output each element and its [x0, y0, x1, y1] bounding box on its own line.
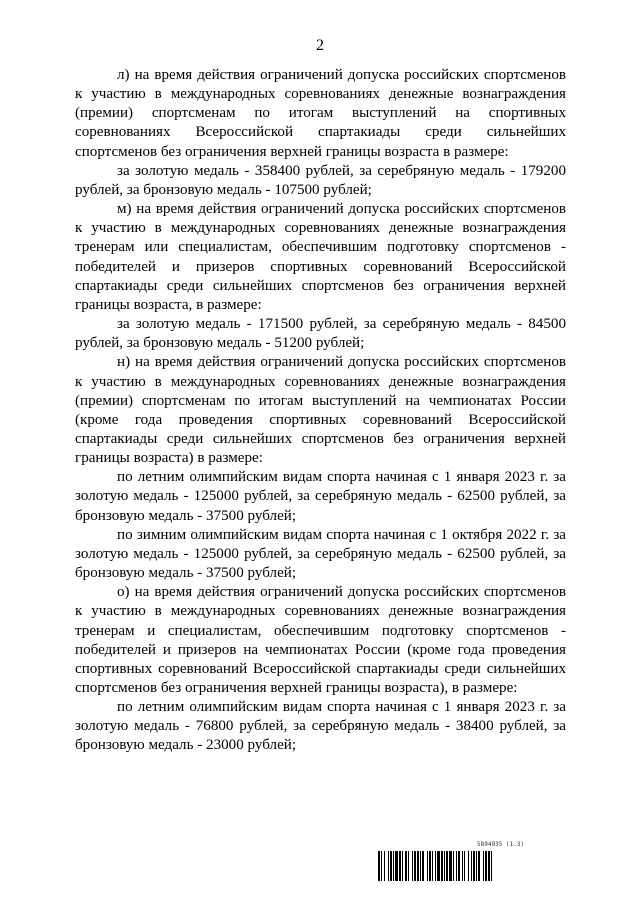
barcode-bar: [478, 851, 480, 881]
barcode-bar: [395, 851, 398, 881]
paragraph-m-amounts: за золотую медаль - 171500 рублей, за серебряную медаль - 84500 рублей, за бронзовую медаль - 51200 рублей;: [75, 316, 566, 352]
barcode-bar: [402, 851, 403, 881]
paragraph-m-coaches-spartakiad: м) на время действия ограничений допуска российских спортсменов к участию в международных соревнованиях денежные вознаграждения тренерам или специалистам, обеспечившим подготовку спортсменов - победителей и призеров спортивных соревнований Всероссийской спартакиады среди сильнейших спортсменов без ограничения верхней границы возраста, в размере:: [75, 201, 566, 313]
barcode-bar: [399, 851, 401, 881]
barcode-bar: [441, 851, 443, 881]
barcode-bar: [468, 851, 469, 881]
barcode-bar: [437, 851, 440, 881]
barcode-bar: [417, 851, 419, 881]
barcode-bar: [422, 851, 424, 881]
barcode-bar: [388, 851, 389, 881]
paragraph-n-summer-amounts: по летним олимпийским видам спорта начиная с 1 января 2023 г. за золотую медаль - 125000 рублей, за серебряную медаль - 62500 рублей, за бронзовую медаль - 37500 рублей;: [75, 469, 566, 524]
paragraph-n-athletes-championships: н) на время действия ограничений допуска российских спортсменов к участию в международных соревнованиях денежные вознаграждения (премии) спортсменам по итогам выступлений на чемпионатах России (кроме года проведения спортивных соревнований Всероссийской спартакиады среди сильнейших спортсменов без ограничения верхней границы возраста) в размере:: [75, 354, 566, 467]
barcode-bar: [393, 851, 394, 881]
barcode-bar: [473, 851, 475, 881]
barcode-bar: [491, 851, 492, 881]
barcode-bar: [446, 851, 448, 881]
document-body: [75, 66, 566, 756]
barcode-caption: 5894935 (1.3): [477, 841, 524, 848]
barcode-icon: [378, 851, 568, 881]
barcode-bar: [456, 851, 457, 881]
barcode-bar: [427, 851, 428, 881]
barcode-bar: [390, 851, 392, 881]
paragraph-l-amounts: за золотую медаль - 358400 рублей, за серебряную медаль - 179200 рублей, за бронзовую медаль - 107500 рублей;: [75, 162, 566, 198]
barcode-bar: [412, 851, 413, 881]
barcode-bar: [381, 851, 382, 881]
paragraph-o-summer-amounts: по летним олимпийским видам спорта начиная с 1 января 2023 г. за золотую медаль - 76800 рублей, за серебряную медаль - 38400 рублей, за бронзовую медаль - 23000 рублей;: [75, 699, 566, 754]
barcode-bar: [449, 851, 452, 881]
barcode-bar: [488, 851, 490, 881]
barcode-bar: [471, 851, 472, 881]
barcode-bar: [458, 851, 460, 881]
barcode-bar: [378, 851, 380, 881]
barcode-bar: [432, 851, 433, 881]
barcode-bar: [464, 851, 465, 881]
paragraph-n-winter-amounts: по зимним олимпийским видам спорта начиная с 1 октября 2022 г. за золотую медаль - 125000 рублей, за серебряную медаль - 62500 рублей, за бронзовую медаль - 37500 рублей;: [75, 526, 566, 582]
barcode-bar: [384, 851, 385, 881]
barcode-bar: [414, 851, 416, 881]
barcode-bar: [453, 851, 454, 881]
paragraph-o-coaches-championships: о) на время действия ограничений допуска российских спортсменов к участию в международных соревнованиях денежные вознаграждения тренерам и специалистам, обеспечившим подготовку спортсменов - победителей и призеров на чемпионатах России (кроме года проведения спортивных соревнований Всероссийской спартакиады среди сильнейших спортсменов без ограничения верхней границы возраста), в размере:: [75, 584, 566, 696]
barcode-bar: [476, 851, 477, 881]
barcode-bar: [429, 851, 431, 881]
barcode-bar: [462, 851, 463, 881]
page-number: 2: [316, 37, 324, 54]
barcode-bar: [405, 851, 407, 881]
barcode-bar: [408, 851, 409, 881]
barcode-bar: [420, 851, 421, 881]
barcode-bar: [444, 851, 445, 881]
barcode-block: [378, 841, 568, 881]
paragraph-l-athletes-spartakiad: л) на время действия ограничений допуска российских спортсменов к участию в международных соревнованиях денежные вознаграждения (премии) спортсменам по итогам выступлений на спортивных соревнованиях Всероссийской спартакиады среди сильнейших спортсменов без ограничения верхней границы возраста в размере:: [75, 67, 566, 160]
barcode-bar: [483, 851, 484, 881]
barcode-bar: [485, 851, 487, 881]
barcode-bar: [435, 851, 436, 881]
